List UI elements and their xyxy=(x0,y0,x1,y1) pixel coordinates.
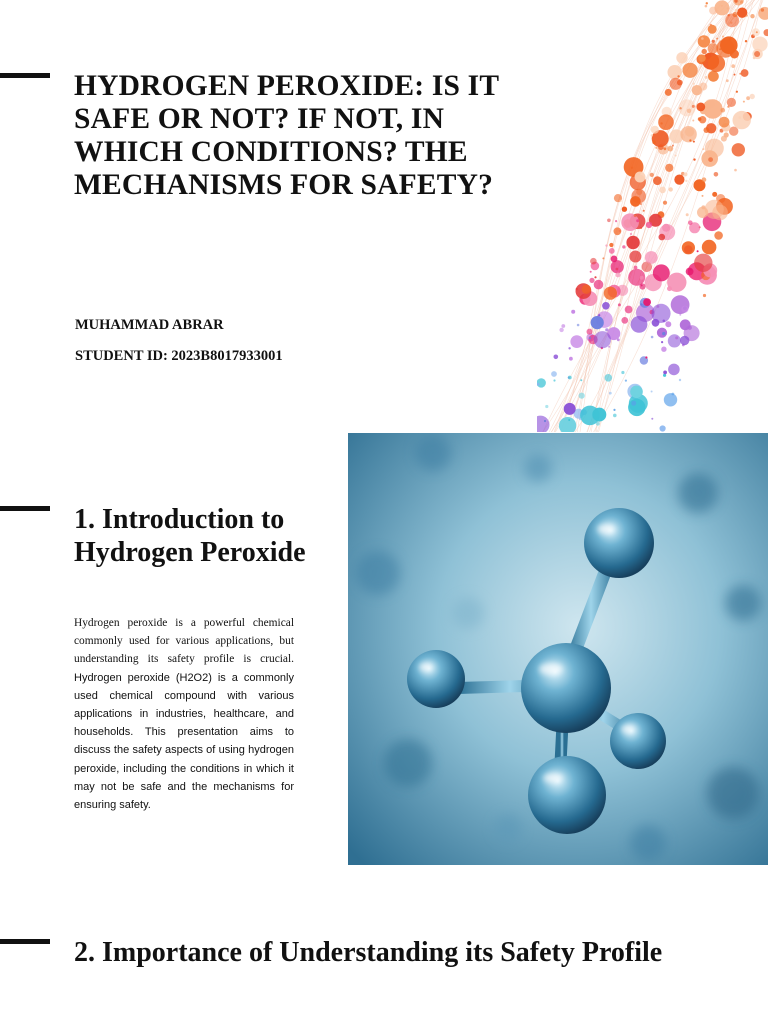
decorative-strand xyxy=(573,0,764,432)
decorative-dot xyxy=(750,94,755,99)
decorative-dot xyxy=(621,371,624,374)
decorative-dot xyxy=(537,416,550,432)
decorative-dot xyxy=(598,314,600,316)
decorative-dot xyxy=(619,200,621,202)
decorative-dot xyxy=(705,200,724,219)
decorative-dot xyxy=(626,236,639,249)
decorative-dot xyxy=(630,233,632,235)
decorative-dot xyxy=(677,75,679,77)
decorative-dot xyxy=(679,379,681,381)
decorative-dot xyxy=(594,331,611,348)
decorative-dot xyxy=(683,63,698,78)
decorative-dot xyxy=(568,376,572,380)
decorative-dot xyxy=(577,324,580,327)
decorative-dot xyxy=(651,134,653,136)
decorative-dot xyxy=(615,220,617,222)
decorative-dot xyxy=(697,250,699,252)
decorative-dot xyxy=(646,222,652,228)
decorative-dot xyxy=(634,266,638,270)
decorative-dot xyxy=(703,99,723,119)
decorative-dot xyxy=(551,371,557,377)
decorative-dot xyxy=(662,332,665,335)
decorative-dot xyxy=(698,55,705,62)
decorative-dot xyxy=(609,392,612,395)
decorative-dot xyxy=(579,393,585,399)
decorative-dot xyxy=(688,220,693,225)
decorative-dot xyxy=(703,294,706,297)
decorative-dot xyxy=(686,213,689,216)
decorative-dot xyxy=(651,418,653,420)
decorative-dot xyxy=(680,126,696,142)
decorative-dot xyxy=(675,336,678,339)
decorative-dot xyxy=(693,158,695,160)
decorative-dot xyxy=(705,139,724,158)
decorative-dot xyxy=(568,347,570,349)
decorative-dot xyxy=(732,143,745,156)
decorative-dot xyxy=(640,276,644,280)
decorative-dot xyxy=(580,379,582,381)
decorative-dot xyxy=(746,96,750,100)
decorative-dot xyxy=(712,192,717,197)
decorative-dot xyxy=(669,187,673,191)
decorative-dot xyxy=(587,329,593,335)
decorative-dot xyxy=(616,272,621,277)
decorative-dot xyxy=(680,336,689,345)
decorative-dot xyxy=(622,207,627,212)
decorative-dot xyxy=(746,15,748,17)
decorative-dot xyxy=(736,91,738,93)
decorative-dot xyxy=(702,177,707,182)
decorative-dot xyxy=(693,83,695,85)
decorative-dot xyxy=(694,254,712,272)
decorative-dot xyxy=(664,393,677,406)
decorative-dot xyxy=(745,40,747,42)
decorative-dot xyxy=(733,111,751,129)
decorative-dot xyxy=(679,107,681,109)
decorative-dot xyxy=(667,273,686,292)
section-1-body-intro: Hydrogen peroxide is a powerful chemical commonly used for various applications, but understanding its safety profile is crucial. xyxy=(74,617,294,666)
decorative-dot xyxy=(609,248,615,254)
decorative-dot xyxy=(665,89,672,96)
decorative-dot xyxy=(614,227,622,235)
decorative-dot xyxy=(568,419,570,421)
decorative-dot xyxy=(622,245,625,248)
decorative-dot xyxy=(688,326,692,330)
decorative-dot xyxy=(660,425,666,431)
decorative-dot xyxy=(668,65,682,79)
decorative-dot xyxy=(714,172,719,177)
decorative-dot xyxy=(613,409,615,411)
decorative-dot xyxy=(594,280,604,290)
section-rule xyxy=(0,73,50,78)
decorative-dot xyxy=(741,69,749,77)
decorative-dot xyxy=(676,52,687,63)
decorative-dot xyxy=(589,337,591,339)
decorative-dot xyxy=(618,303,621,306)
decorative-dot xyxy=(708,55,725,72)
decorative-dot xyxy=(722,36,724,38)
decorative-dot xyxy=(668,364,680,376)
decorative-dot xyxy=(692,120,694,122)
decorative-dot xyxy=(589,278,594,283)
section-rule xyxy=(0,939,50,944)
decorative-dot xyxy=(682,241,695,254)
decorative-dots-image xyxy=(537,0,768,432)
decorative-dot xyxy=(602,302,610,310)
decorative-dot xyxy=(605,374,613,382)
decorative-dot xyxy=(743,101,745,103)
decorative-dot xyxy=(690,269,692,271)
decorative-dot xyxy=(714,231,723,240)
decorative-dot xyxy=(677,80,683,86)
decorative-dot xyxy=(559,417,576,432)
decorative-dot xyxy=(605,244,607,246)
decorative-dot xyxy=(719,117,730,128)
decorative-dot xyxy=(591,316,604,329)
decorative-dot xyxy=(721,108,726,113)
decorative-dot xyxy=(652,140,656,144)
section-1-title: 1. Introduction to Hydrogen Peroxide xyxy=(74,504,306,568)
decorative-dot xyxy=(664,147,667,150)
decorative-dot xyxy=(674,175,684,185)
decorative-dot xyxy=(590,271,592,273)
decorative-dot xyxy=(661,341,663,343)
decorative-dot xyxy=(727,7,729,9)
decorative-dot xyxy=(659,187,666,194)
decorative-dot xyxy=(663,201,667,205)
decorative-dot xyxy=(686,268,694,276)
decorative-dot xyxy=(752,28,760,36)
section-1-body-detail: Hydrogen peroxide (H2O2) is a commonly used chemical compound with various applications in industries, healthcare, and households. This presentation aims to discuss the safety aspects of using hydrogen peroxide, including the conditions in which it may not be safe and the mechanisms for ensuring safety. xyxy=(74,671,294,812)
decorative-dot xyxy=(650,173,654,177)
decorative-dot xyxy=(655,147,657,149)
decorative-dot xyxy=(554,355,559,360)
decorative-dot xyxy=(629,251,641,263)
decorative-dot xyxy=(657,328,667,338)
decorative-dot xyxy=(716,38,718,40)
decorative-dot xyxy=(667,146,673,152)
decorative-dot xyxy=(582,285,591,294)
decorative-dot xyxy=(653,264,670,281)
decorative-dot xyxy=(699,116,706,123)
decorative-dot xyxy=(699,83,707,91)
decorative-dot xyxy=(665,164,673,172)
decorative-dot xyxy=(561,324,565,328)
decorative-dot xyxy=(735,9,738,12)
decorative-dot xyxy=(675,155,677,157)
decorative-dot xyxy=(625,306,633,314)
decorative-dot xyxy=(697,207,708,218)
decorative-dot xyxy=(756,31,758,33)
author-name: MUHAMMAD ABRAR xyxy=(75,317,224,333)
decorative-dot xyxy=(592,408,606,422)
decorative-dot xyxy=(564,403,576,415)
section-2-title: 2. Importance of Understanding its Safety Profile xyxy=(74,937,663,968)
decorative-dot xyxy=(651,126,659,134)
decorative-dot xyxy=(727,98,736,107)
decorative-dot xyxy=(705,5,708,8)
decorative-dot xyxy=(613,414,617,418)
decorative-dot xyxy=(653,176,662,185)
decorative-dot xyxy=(764,29,768,36)
decorative-dot xyxy=(570,335,583,348)
decorative-dot xyxy=(689,139,691,141)
decorative-dot xyxy=(645,356,647,358)
decorative-dot xyxy=(726,79,729,82)
decorative-dot xyxy=(681,306,688,313)
decorative-dot xyxy=(611,256,618,263)
decorative-dot xyxy=(661,347,666,352)
decorative-dot xyxy=(651,304,670,323)
decorative-dot xyxy=(692,105,695,108)
decorative-dot xyxy=(754,51,760,57)
decorative-dot xyxy=(634,214,637,217)
decorative-strand xyxy=(593,0,767,432)
decorative-dot xyxy=(625,380,627,382)
decorative-dot xyxy=(716,39,734,57)
decorative-dot xyxy=(739,73,741,75)
decorative-dot xyxy=(702,195,704,197)
decorative-dot xyxy=(608,346,610,348)
decorative-dot xyxy=(658,114,674,130)
student-id: STUDENT ID: 2023B8017933001 xyxy=(75,348,283,364)
decorative-dot xyxy=(668,334,681,347)
decorative-dot xyxy=(569,357,573,361)
decorative-dot xyxy=(657,305,660,308)
decorative-dot xyxy=(639,283,645,289)
decorative-dot xyxy=(579,418,581,420)
decorative-dot xyxy=(643,298,651,306)
section-rule xyxy=(0,506,50,511)
decorative-dot xyxy=(645,251,658,264)
decorative-dot xyxy=(709,7,717,15)
decorative-dot xyxy=(734,74,736,76)
decorative-dot xyxy=(734,169,737,172)
decorative-dot xyxy=(737,8,747,18)
decorative-dot xyxy=(708,157,713,162)
decorative-dot xyxy=(621,317,628,324)
decorative-dot xyxy=(733,12,738,17)
decorative-dot xyxy=(553,379,555,381)
decorative-dot xyxy=(750,14,754,18)
decorative-dot xyxy=(663,320,666,323)
decorative-dot xyxy=(696,103,705,112)
decorative-dot xyxy=(740,0,743,3)
decorative-dot xyxy=(708,25,717,34)
decorative-dot xyxy=(731,64,735,68)
decorative-dot xyxy=(607,219,611,223)
decorative-dot xyxy=(702,240,717,255)
decorative-dot xyxy=(721,136,727,142)
decorative-dot xyxy=(672,145,674,147)
decorative-dot xyxy=(631,401,636,406)
decorative-dot xyxy=(712,40,715,43)
decorative-dot xyxy=(602,257,604,259)
decorative-dot xyxy=(630,386,643,399)
decorative-dot xyxy=(609,243,613,247)
decorative-dot xyxy=(706,2,708,4)
decorative-dot xyxy=(545,405,548,408)
decorative-dot xyxy=(698,35,710,47)
decorative-dot xyxy=(604,287,617,300)
section-1-body xyxy=(74,614,294,814)
decorative-dot xyxy=(594,276,596,278)
decorative-dot xyxy=(559,328,563,332)
decorative-dot xyxy=(651,336,654,339)
decorative-dot xyxy=(665,321,671,327)
decorative-dot xyxy=(701,37,704,40)
decorative-dot xyxy=(611,260,624,273)
molecule-image xyxy=(348,433,768,865)
decorative-dot xyxy=(685,180,687,182)
decorative-dot xyxy=(687,109,691,113)
decorative-dot xyxy=(663,371,667,375)
decorative-dot xyxy=(684,172,688,176)
page-title: HYDROGEN PEROXIDE: IS IT SAFE OR NOT? IF NOT, IN WHICH CONDITIONS? THE MECHANISMS FOR SAFETY? xyxy=(74,70,499,201)
decorative-dot xyxy=(658,144,664,150)
decorative-dot xyxy=(708,71,719,82)
decorative-dot xyxy=(659,234,666,241)
decorative-dot xyxy=(643,210,645,212)
decorative-dot xyxy=(651,391,653,393)
decorative-dot xyxy=(705,76,708,79)
decorative-dot xyxy=(704,127,710,133)
decorative-dot xyxy=(631,316,648,333)
decorative-dot xyxy=(571,310,575,314)
decorative-dot xyxy=(702,49,707,54)
decorative-dot xyxy=(702,148,704,150)
decorative-dot xyxy=(635,172,646,183)
decorative-dot xyxy=(630,196,641,207)
decorative-dot xyxy=(636,219,639,222)
decorative-dot xyxy=(590,258,597,265)
